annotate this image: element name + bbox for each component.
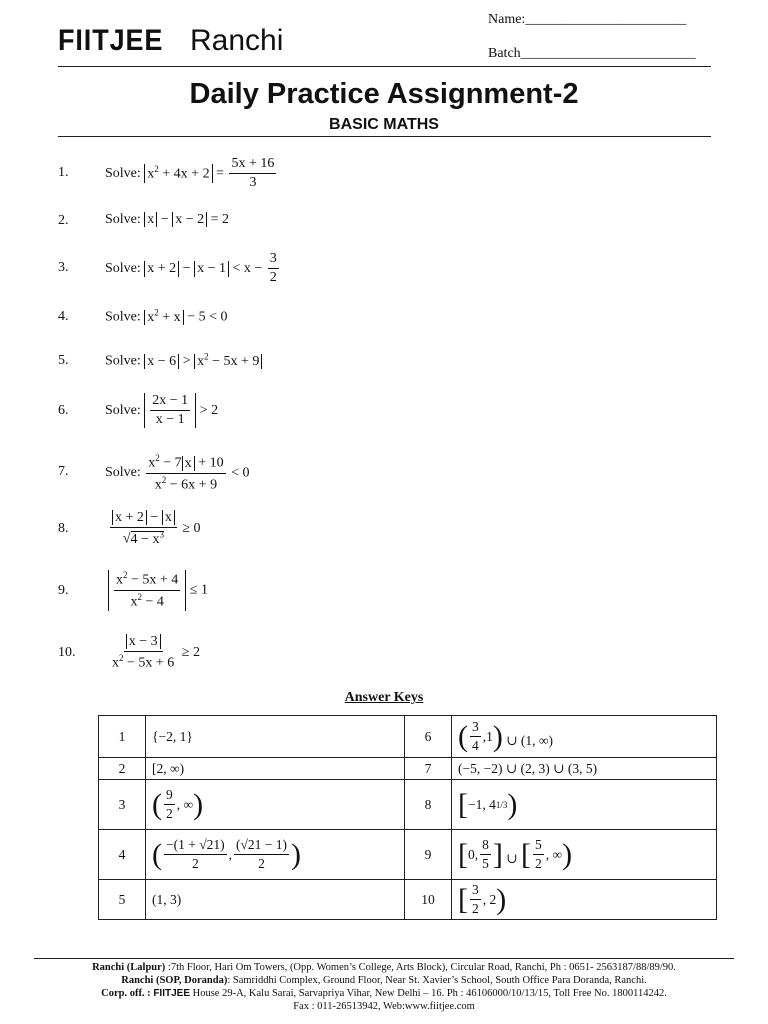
question-number: 6.: [58, 403, 69, 418]
brand-logo: [58, 24, 284, 58]
answer-value: [ 0, $\frac{8}{5}$ ] ∪ [ $\frac{5}{2}$ , ∞ ): [452, 830, 717, 880]
answer-value: [ −1, 4 1/3 ): [452, 780, 717, 830]
question-number: 1.: [58, 165, 69, 180]
answer-number: 6: [405, 716, 452, 758]
answer-number: 8: [405, 780, 452, 830]
question-8: $\frac{x + 2 - x}{√4 - x^3}$ ≥ 0: [108, 510, 201, 548]
answer-value: ( $\frac{-(1 + √21)}{2}$ , $\frac{(√21 - 1)}{2}$ ): [146, 830, 405, 880]
question-2: Solve: x − x − 2 = 2: [105, 212, 229, 227]
question-5: Solve: $x - 6 > x^2 - 5x + 9$: [105, 351, 262, 370]
answer-number: 3: [99, 780, 146, 830]
question-7: Solve: $\frac{x^2 - 7 x + 10}{x^2 - 6x + 9}$ < 0: [105, 453, 250, 493]
page-title: Daily Practice Assignment-2: [189, 78, 579, 110]
answer-value: [2, ∞): [146, 758, 405, 780]
question-10: $\frac{x - 3}{x^2 - 5x + 6}$ ≥ 2: [112, 634, 200, 671]
table-row: [99, 716, 717, 758]
answer-value: ( $\frac{9}{2}$ , ∞ ): [146, 780, 405, 830]
question-number: 7.: [58, 464, 69, 479]
answer-number: 7: [405, 758, 452, 780]
table-row: [99, 758, 717, 780]
question-number: 4.: [58, 309, 69, 324]
answer-keys-heading: Answer Keys: [344, 690, 424, 705]
question-6: Solve: $\frac{2x - 1}{x - 1}$ > 2: [105, 393, 219, 428]
question-number: 9.: [58, 583, 69, 598]
question-1: Solve: $x^2 + 4x + 2$ = $\frac{5x + 16}{3}$: [105, 156, 275, 191]
answer-value: (1, 3): [146, 880, 405, 920]
header-rule: [58, 66, 711, 67]
footer-line-2: Ranchi (SOP, Doranda): Samriddhi Complex, Ground Floor, Near St. Xavier’s School, South Office Para Doranda, Ranchi.: [121, 975, 647, 986]
answer-number: 1: [99, 716, 146, 758]
question-9: $\frac{x^2 - 5x + 4}{x^2 - 4}$ ≤ 1: [108, 570, 208, 611]
answer-value: (−5, −2) ∪ (2, 3) ∪ (3, 5): [452, 758, 717, 780]
answer-keys-table: [98, 715, 717, 920]
answer-number: 4: [99, 830, 146, 880]
table-row: [99, 830, 717, 880]
footer-line-1: Ranchi (Lalpur) :7th Floor, Hari Om Towers, (Opp. Women’s College, Arts Block), Circular Road, Ranchi, Ph : 0651- 2563187/88/89/90.: [92, 962, 676, 973]
batch-field: Batch_________________________: [488, 46, 696, 61]
table-row: [99, 880, 717, 920]
footer-brand-logo: FIITJEE: [153, 988, 190, 999]
question-number: 2.: [58, 213, 69, 228]
name-field: Name:_______________________: [488, 12, 687, 27]
brand-name: FIITJEE: [58, 24, 164, 57]
answer-number: 2: [99, 758, 146, 780]
answer-value: {−2, 1}: [146, 716, 405, 758]
answer-number: 10: [405, 880, 452, 920]
question-number: 10.: [58, 645, 76, 660]
table-row: [99, 780, 717, 830]
footer-line-3: Corp. off. : FIITJEE House 29-A, Kalu Sarai, Sarvapriya Vihar, New Delhi – 16. Ph : 46106000/10/13/15, Toll Free No. 1800114242.: [101, 988, 667, 999]
answer-value: [ $\frac{3}{2}$ , 2 ): [452, 880, 717, 920]
answer-number: 5: [99, 880, 146, 920]
answer-value: ( $\frac{3}{4}$ ,1 ) ∪ (1, ∞): [452, 716, 717, 758]
footer-rule: [34, 958, 734, 959]
title-rule: [58, 136, 711, 137]
question-3: Solve: x + 2 − x − 1 < x − $\frac{3}{2}$: [105, 251, 277, 286]
question-number: 3.: [58, 260, 69, 275]
question-number: 8.: [58, 521, 69, 536]
question-4: Solve: $x^2 + x - 5 < 0$: [105, 307, 228, 325]
page-subtitle: BASIC MATHS: [329, 116, 439, 133]
question-number: 5.: [58, 353, 69, 368]
answer-number: 9: [405, 830, 452, 880]
brand-city: Ranchi: [190, 24, 284, 57]
footer-line-4: Fax : 011-26513942, Web:www.fiitjee.com: [293, 1001, 475, 1012]
